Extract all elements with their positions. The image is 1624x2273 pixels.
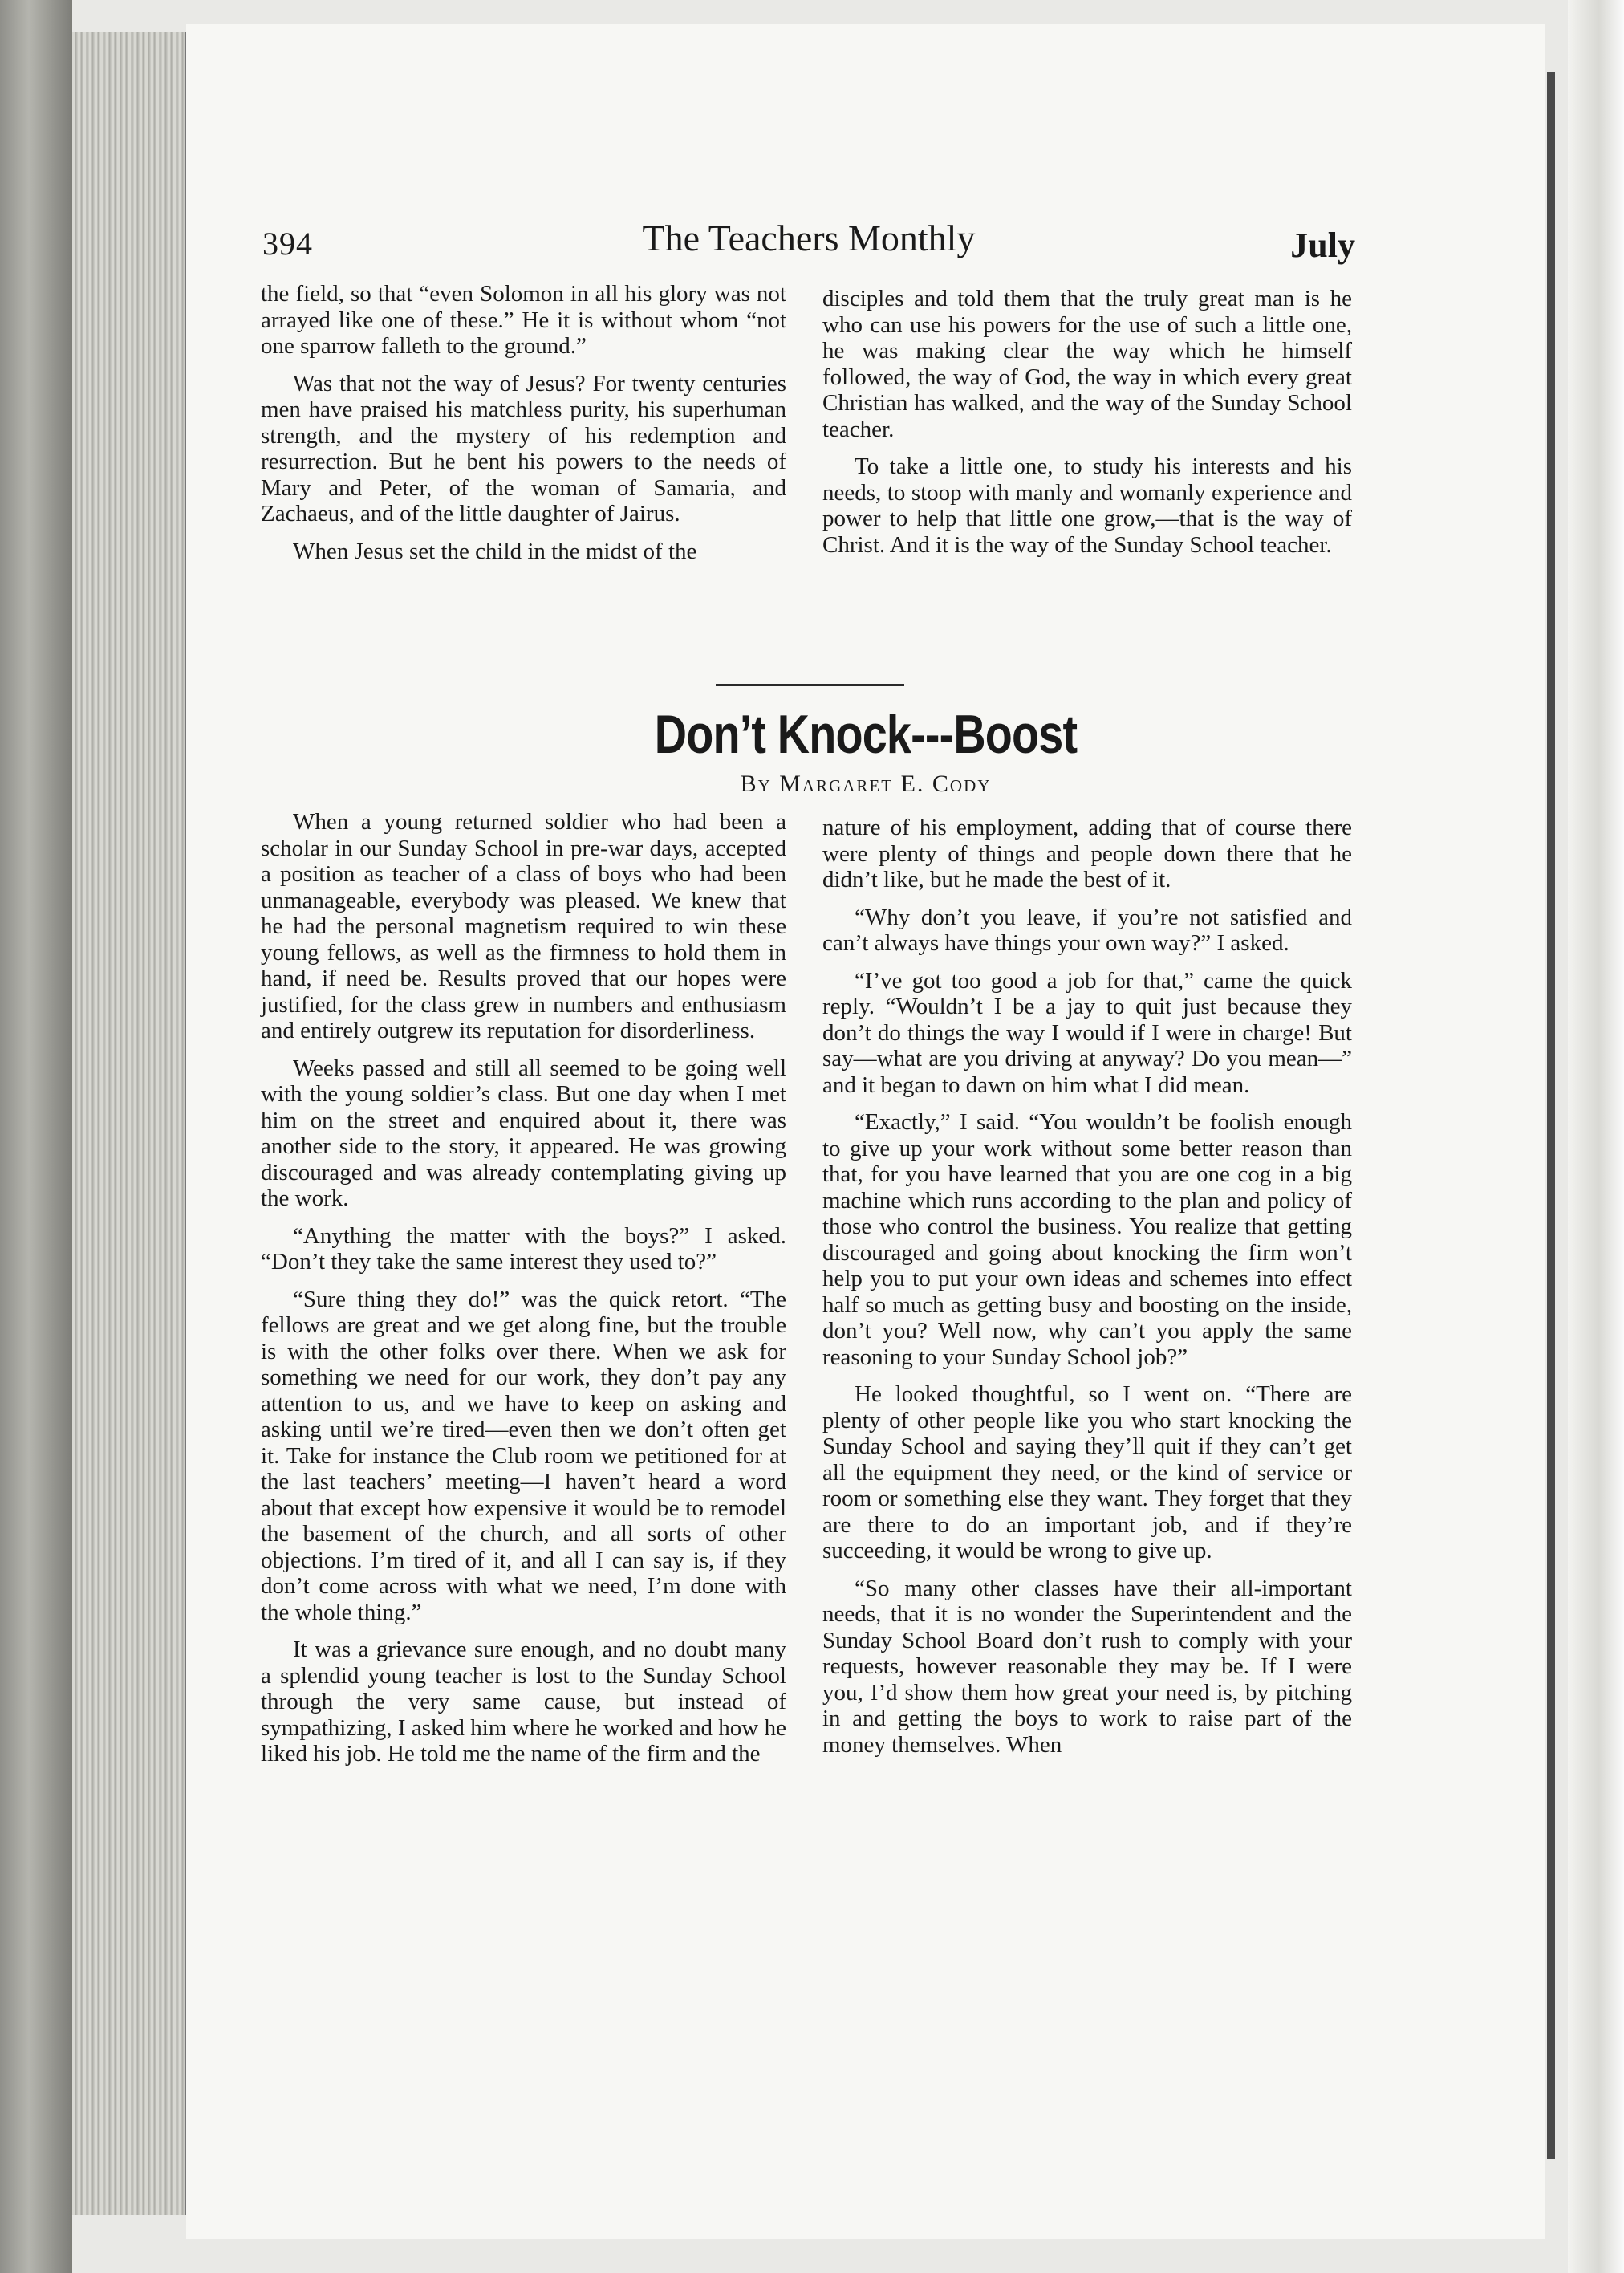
paragraph: “So many other classes have their all-important needs, that it is no wonder the Superintendent and the Sunday School Board don’t rush to comply with your requests, however reasonable they may be. If I were you, I’d show them how great your need is, by pitching in and getting the boys to work to raise part of the money themselves. When (822, 1575, 1352, 1758)
running-header (262, 209, 1355, 273)
article-title: Don’t Knock---Boost (654, 704, 1078, 765)
column-bottom-left (261, 809, 786, 1779)
paragraph: disciples and told them that the truly great man is he who can use his powers for the use of such a little one, he was making clear the way which he himself followed, the way of God, the way in which every great Christian has walked, and the way of the Sunday School teacher. (822, 286, 1352, 442)
paragraph: “I’ve got too good a job for that,” came the quick reply. “Wouldn’t I be a jay to quit just because they don’t do things the way I would if I were in charge! But say—what are you driving at anyway? Do you mean—” and it began to dawn on him what I did mean. (822, 967, 1352, 1098)
paragraph: Weeks passed and still all seemed to be going well with the young soldier’s class. But one day when I met him on the street and enquired about it, there was another side to the story, it appeared. He was growing discouraged and was already contemplating giving up the work. (261, 1055, 786, 1211)
paragraph: It was a grievance sure enough, and no doubt many a splendid young teacher is lost to the Sunday School through the very same cause, but instead of sympathizing, I asked him where he worked and how he liked his job. He told me the name of the firm and the (261, 1637, 786, 1767)
page-shadow-right (1547, 72, 1555, 2159)
page-edges (72, 32, 186, 2215)
paragraph: When Jesus set the child in the midst of the (293, 538, 697, 564)
column-top-right (822, 286, 1352, 569)
article-byline: By Margaret E. Cody (740, 771, 992, 797)
book-page (186, 24, 1545, 2239)
paragraph: the field, so that “even Solomon in all his glory was not arrayed like one of these.” He it is without whom “not one sparrow falleth to the ground.” (261, 281, 786, 359)
section-divider (716, 684, 904, 686)
paragraph: “Anything the matter with the boys?” I asked. “Don’t they take the same interest they used to?” (261, 1222, 786, 1275)
paragraph: Was that not the way of Jesus? For twenty centuries men have praised his matchless purity, his superhuman strength, and the mystery of his redemption and resurrection. But he bent his powers to the needs of Mary and Peter, of the woman of Samaria, and Zachaeus, and of the little daughter of Jairus. (261, 370, 786, 527)
paragraph: “Exactly,” I said. “You wouldn’t be foolish enough to give up your work without some better reason than that, for you have learned that you are one cog in a big machine which runs according to the plan and policy of those who control the business. You realize that getting discouraged and going about knocking the firm won’t help you to put your own ideas and schemes into effect half so much as getting busy and boosting on the inside, don’t you? Well now, why can’t you apply the same reasoning to your Sunday School job?” (822, 1109, 1352, 1370)
paragraph: nature of his employment, adding that of course there were plenty of things and people down there that he didn’t like, but he made the best of it. (822, 815, 1352, 893)
paragraph: When a young returned soldier who had been a scholar in our Sunday School in pre-war days, accepted a position as teacher of a class of boys who had been unmanageable, everybody was pleased. We knew that he had the personal magnetism required to win these young fellows, as well as the firmness to hold them in hand, if need be. Results proved that our hopes were justified, for the class grew in numbers and enthusiasm and entirely outgrew its reputation for disorderliness. (261, 809, 786, 1043)
book-binding-right (1568, 0, 1624, 2273)
page-number: 394 (262, 226, 313, 262)
column-bottom-right (822, 815, 1352, 1769)
paragraph: “Why don’t you leave, if you’re not satisfied and can’t always have things your own way?” I asked. (822, 904, 1352, 956)
paragraph: “Sure thing they do!” was the quick retort. “The fellows are great and we get along fine, but the trouble is with the other folks over there. When we ask for something we need for our work, they don’t pay any attention to us, and we have to keep on asking and asking until we’re tired—even then we don’t often get it. Take for instance the Club room we petitioned for at the last teachers’ meeting—I haven’t heard a word about that except how expensive it would be to remodel the basement of the church, and all sorts of other objections. I’m tired of it, and all I can say is, if they don’t come across with what we need, I’m done with the whole thing.” (261, 1286, 786, 1625)
paragraph: He looked thoughtful, so I went on. “There are plenty of other people like you who start knocking the Sunday School and saying they’ll quit if they can’t get all the equipment they need, or the kind of service or room or something else they want. They forget that they are there to do an important job, and if they’re succeeding, it would be wrong to give up. (822, 1381, 1352, 1563)
column-top-left (261, 281, 786, 575)
paragraph: To take a little one, to study his interests and his needs, to stoop with manly and womanly experience and power to help that little one grow,—that is the way of Christ. And it is the way of the Sunday School teacher. (822, 453, 1352, 558)
journal-title: The Teachers Monthly (642, 218, 976, 258)
book-binding-left (0, 0, 72, 2273)
issue-month: July (1290, 226, 1355, 265)
